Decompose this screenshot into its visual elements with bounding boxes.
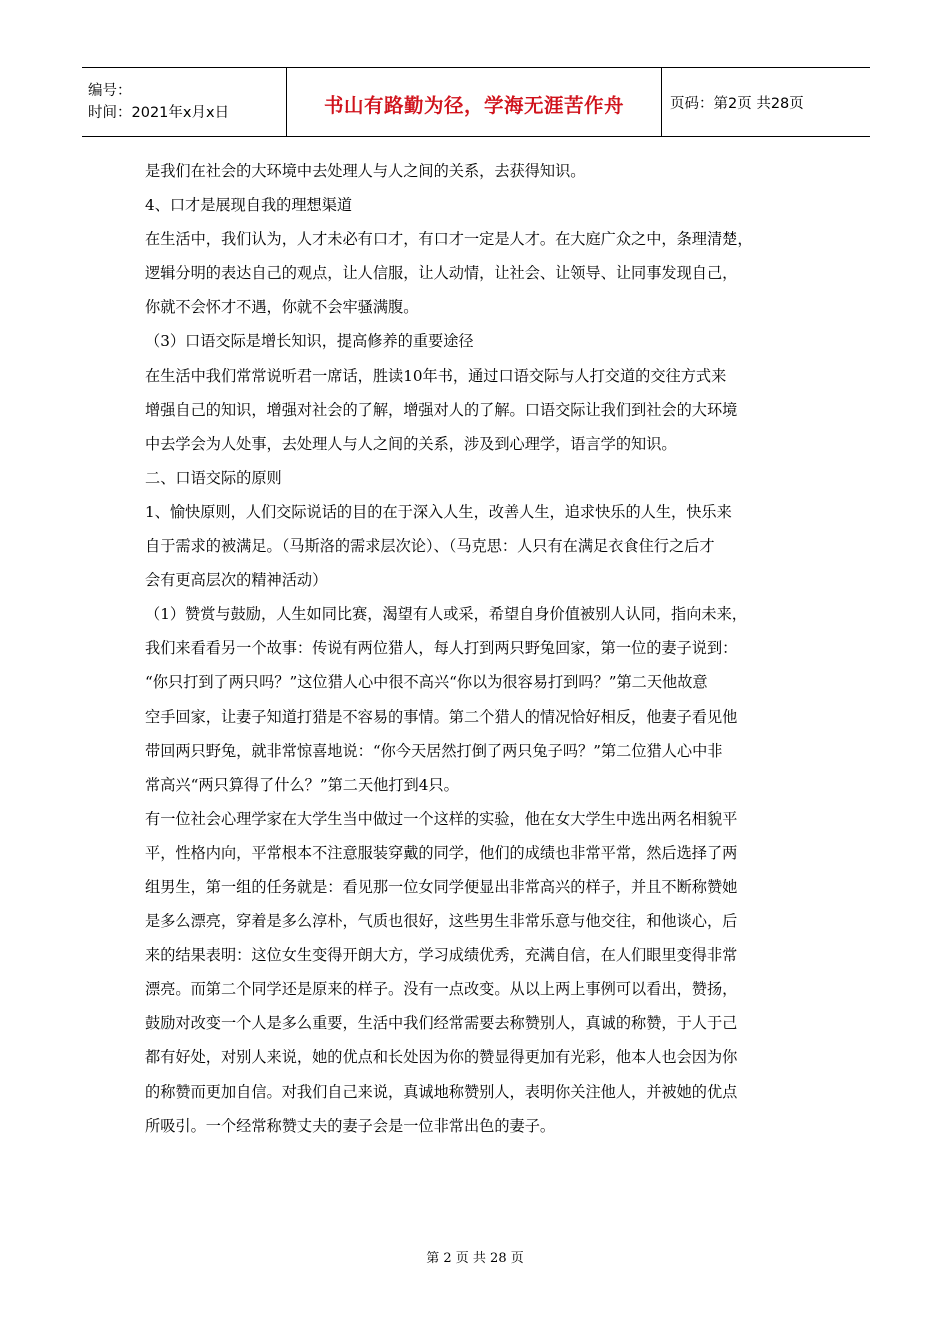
body-line: 带回两只野兔，就非常惊喜地说：“你今天居然打倒了两只兔子吗？”第二位猎人心中非 [145, 741, 723, 760]
page-footer: 第 2 页 共 28 页 [426, 1251, 524, 1266]
body-line: 4、口才是展现自我的理想渠道 [145, 196, 353, 215]
document-date-label: 时间：2021年x月x日 [88, 105, 230, 121]
body-line: （3）口语交际是增长知识，提高修养的重要途径 [145, 332, 474, 351]
body-line: 自于需求的被满足。（马斯洛的需求层次论）、（马克思：人只有在满足衣食住行之后才 [145, 537, 715, 556]
body-line: 有一位社会心理学家在大学生当中做过一个这样的实验，他在女大学生中选出两名相貌平 [145, 809, 738, 828]
document-body [145, 154, 815, 1143]
body-line: 的称赞而更加自信。对我们自己来说，真诚地称赞别人，表明你关注他人，并被她的优点 [145, 1082, 738, 1101]
header-motto: 书山有路勤为径，学海无涯苦作舟 [287, 68, 662, 137]
body-line: 所吸引。一个经常称赞丈夫的妻子会是一位非常出色的妻子。 [145, 1116, 556, 1135]
body-line: 会有更高层次的精神活动） [145, 571, 328, 590]
document-header [82, 67, 870, 137]
body-line: 平，性格内向，平常根本不注意服装穿戴的同学，他们的成绩也非常平常，然后选择了两 [145, 843, 738, 862]
body-line: 空手回家，让妻子知道打猎是不容易的事情。第二个猎人的情况恰好相反，他妻子看见他 [145, 707, 738, 726]
body-line: 在生活中我们常常说听君一席话，胜读10年书，通过口语交际与人打交道的交往方式来 [145, 366, 727, 385]
body-line: 漂亮。而第二个同学还是原来的样子。没有一点改变。从以上两上事例可以看出，赞扬， [145, 980, 738, 999]
body-line: 1、愉快原则，人们交际说话的目的在于深入人生，改善人生，追求快乐的人生，快乐来 [145, 502, 732, 521]
document-number-label: 编号： [88, 83, 132, 99]
body-line: 我们来看看另一个故事：传说有两位猎人，每人打到两只野兔回家，第一位的妻子说到： [145, 639, 738, 658]
body-line: 是我们在社会的大环境中去处理人与人之间的关系，去获得知识。 [145, 162, 586, 180]
header-meta-cell [82, 68, 287, 137]
body-line: 是多么漂亮，穿着是多么淳朴，气质也很好，这些男生非常乐意与他交往，和他谈心，后 [145, 912, 738, 931]
body-line: 在生活中，我们认为，人才未必有口才，有口才一定是人才。在大庭广众之中，条理清楚， [145, 230, 753, 249]
body-line: 你就不会怀才不遇，你就不会牢骚满腹。 [145, 298, 419, 317]
body-line: 中去学会为人处事，去处理人与人之间的关系，涉及到心理学，语言学的知识。 [145, 434, 677, 453]
body-line: 鼓励对改变一个人是多么重要，生活中我们经常需要去称赞别人，真诚的称赞，于人于己 [145, 1014, 738, 1033]
body-line: 常高兴“两只算得了什么？”第二天他打到4只。 [145, 775, 459, 794]
body-line: “你只打到了两只吗？”这位猎人心中很不高兴“你以为很容易打到吗？”第二天他故意 [145, 673, 708, 692]
body-line: 来的结果表明：这位女生变得开朗大方，学习成绩优秀，充满自信，在人们眼里变得非常 [145, 946, 738, 965]
body-line: （1）赞赏与鼓励，人生如同比赛，渴望有人或采，希望自身价值被别人认同，指向未来， [145, 605, 747, 624]
body-line: 组男生，第一组的任务就是：看见那一位女同学便显出非常高兴的样子，并且不断称赞她 [145, 877, 738, 896]
header-page-label: 页码：第2页 共28页 [662, 68, 871, 137]
body-line: 增强自己的知识，增强对社会的了解，增强对人的了解。口语交际让我们到社会的大环境 [145, 400, 738, 419]
body-line: 二、口语交际的原则 [145, 468, 282, 487]
body-line: 都有好处，对别人来说，她的优点和长处因为你的赞显得更加有光彩，他本人也会因为你 [145, 1048, 738, 1067]
body-line: 逻辑分明的表达自己的观点，让人信服，让人动情，让社会、让领导、让同事发现自己， [145, 264, 738, 283]
